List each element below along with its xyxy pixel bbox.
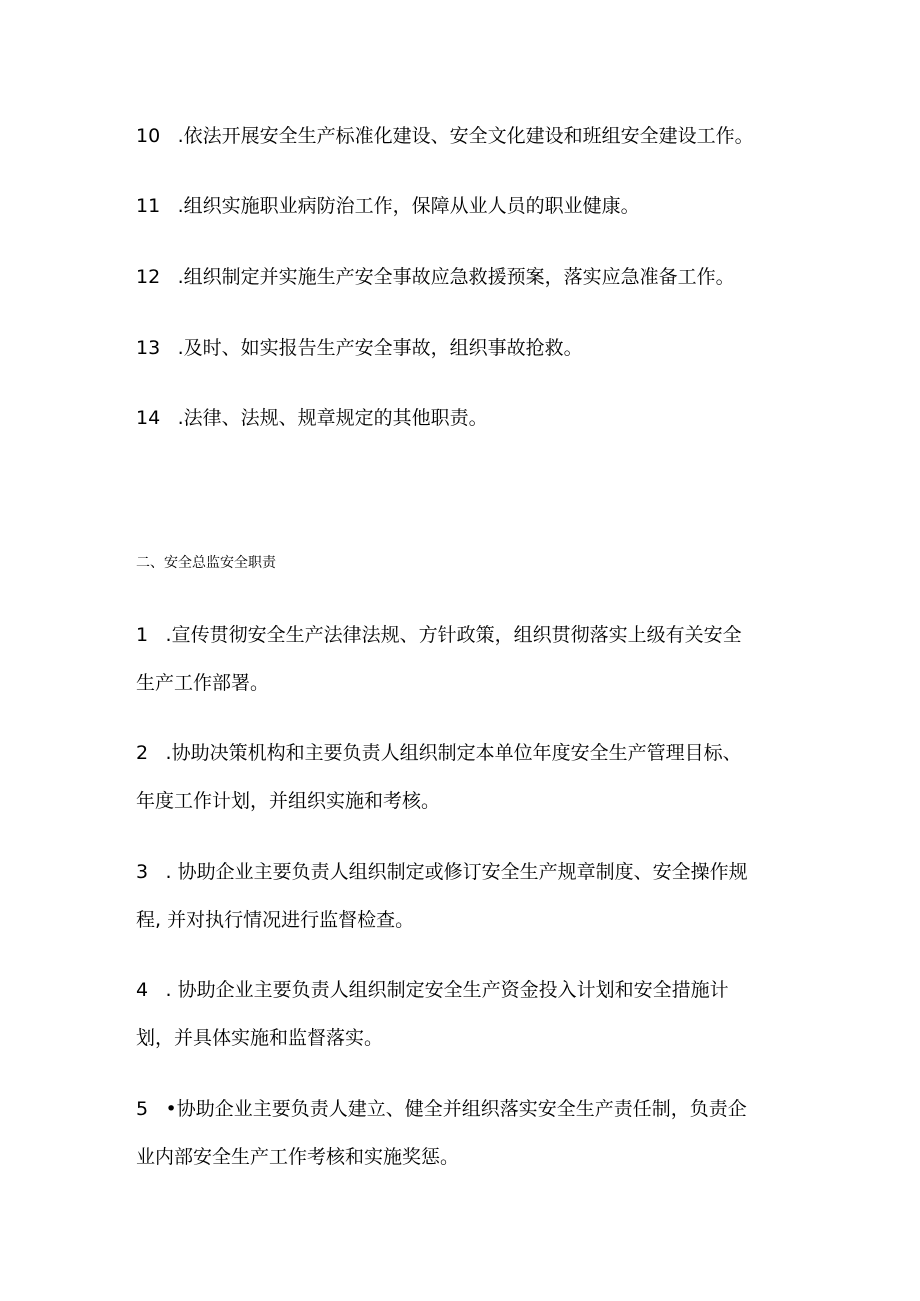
item-1-line2: 生产工作部署。	[136, 672, 270, 694]
item-3-line2: 程, 并对执行情况进行监督检查。	[136, 909, 415, 931]
item-number: 14	[136, 407, 161, 429]
item-text: . 协助企业主要负责人组织制定安全生产资金投入计划和安全措施计	[165, 979, 729, 1001]
item-text: . 协助企业主要负责人组织制定或修订安全生产规章制度、安全操作规	[165, 861, 748, 883]
item-text: .组织实施职业病防治工作，保障从业人员的职业健康。	[177, 195, 640, 217]
item-3-line1	[136, 860, 748, 884]
item-text: .及时、如实报告生产安全事故，组织事故抢救。	[177, 337, 583, 359]
item-12	[136, 265, 735, 289]
item-number: 3	[136, 861, 149, 883]
item-5-line2: 业内部安全生产工作考核和实施奖惩。	[136, 1146, 460, 1168]
item-number: 11	[136, 195, 161, 217]
item-11	[136, 194, 640, 218]
item-14	[136, 406, 488, 430]
item-number: 13	[136, 337, 161, 359]
item-number: 2	[136, 742, 149, 764]
section-heading: 二、安全总监安全职责	[136, 555, 276, 571]
item-4-line1	[136, 978, 729, 1002]
item-number: 1	[136, 624, 149, 646]
item-10	[136, 124, 754, 148]
item-5-line1	[136, 1097, 747, 1121]
item-13	[136, 336, 583, 360]
item-number: 4	[136, 979, 149, 1001]
item-number: 10	[136, 125, 161, 147]
item-2-line1	[136, 741, 742, 765]
item-1-line1	[136, 623, 742, 647]
item-number: 5	[136, 1098, 149, 1120]
item-text: .法律、法规、规章规定的其他职责。	[177, 407, 488, 429]
item-text: .组织制定并实施生产安全事故应急救援预案，落实应急准备工作。	[177, 266, 735, 288]
item-4-line2: 划，并具体实施和监督落实。	[136, 1027, 384, 1049]
item-number: 12	[136, 266, 161, 288]
item-text: •协助企业主要负责人建立、健全并组织落实安全生产责任制，负责企	[165, 1098, 747, 1120]
item-text: .宣传贯彻安全生产法律法规、方针政策，组织贯彻落实上级有关安全	[165, 624, 742, 646]
item-2-line2: 年度工作计划，并组织实施和考核。	[136, 790, 441, 812]
item-text: .依法开展安全生产标准化建设、安全文化建设和班组安全建设工作。	[177, 125, 754, 147]
item-text: .协助决策机构和主要负责人组织制定本单位年度安全生产管理目标、	[165, 742, 742, 764]
